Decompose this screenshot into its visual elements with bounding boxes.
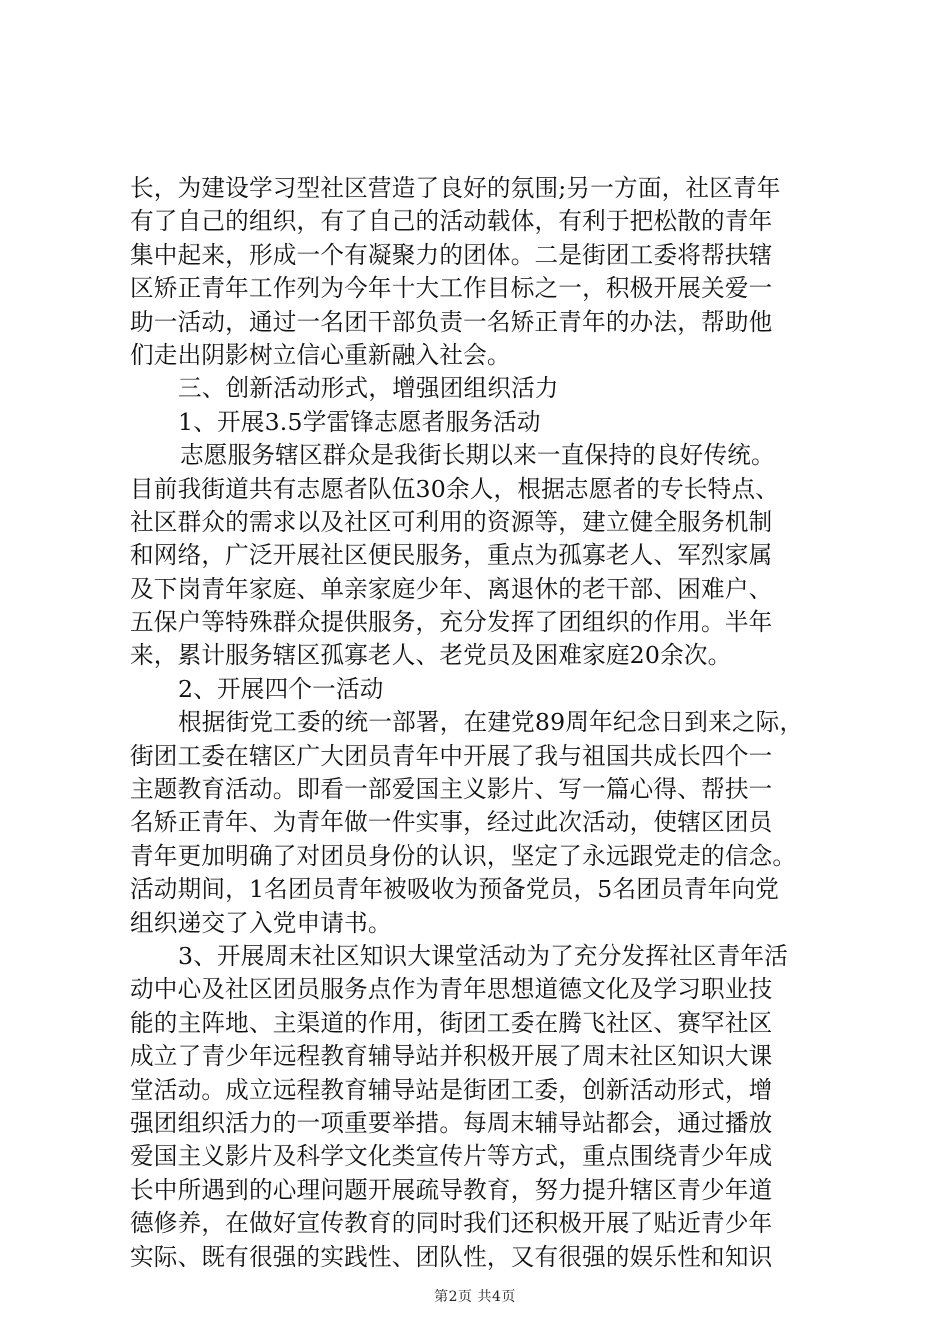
- text-line: 名矫正青年、为青年做一件实事，经过此次活动，使辖区团员: [130, 808, 773, 837]
- section-heading: 三、创新活动形式，增强团组织活力: [178, 374, 559, 403]
- text-line: 成立了青少年远程教育辅导站并积极开展了周末社区知识大课: [130, 1042, 773, 1071]
- paragraph-start: 根据街党工委的统一部署，在建党89周年纪念日到来之际，: [178, 708, 804, 737]
- subsection-heading: 3、开展周末社区知识大课堂活动为了充分发挥社区青年活: [178, 941, 789, 970]
- text-line: 长，为建设学习型社区营造了良好的氛围;另一方面，社区青年: [130, 174, 781, 202]
- text-line: 社区群众的需求以及社区可利用的资源等，建立健全服务机制: [130, 507, 773, 536]
- text-line: 助一活动，通过一名团干部负责一名矫正青年的办法，帮助他: [130, 307, 773, 336]
- text-line: 和网络，广泛开展社区便民服务，重点为孤寡老人、军烈家属: [130, 541, 773, 570]
- text-line: 强团组织活力的一项重要举措。每周末辅导站都会，通过播放: [130, 1108, 773, 1137]
- text-line: 们走出阴影树立信心重新融入社会。: [130, 340, 511, 369]
- subsection-heading: 2、开展四个一活动: [178, 674, 384, 703]
- text-line: 区矫正青年工作列为今年十大工作目标之一，积极开展关爱一: [130, 274, 773, 303]
- text-line: 青年更加明确了对团员身份的认识，坚定了永远跟党走的信念。: [130, 841, 797, 870]
- text-line: 组织递交了入党申请书。: [130, 908, 392, 937]
- subsection-heading: 1、开展3.5学雷锋志愿者服务活动: [178, 407, 541, 436]
- text-line: 来，累计服务辖区孤寡老人、老党员及困难家庭20余次。: [130, 641, 732, 670]
- text-line: 堂活动。成立远程教育辅导站是街团工委，创新活动形式，增: [130, 1075, 773, 1104]
- text-line: 五保户等特殊群众提供服务，充分发挥了团组织的作用。半年: [130, 608, 773, 637]
- text-line: 街团工委在辖区广大团员青年中开展了我与祖国共成长四个一: [130, 741, 773, 770]
- text-line: 长中所遇到的心理问题开展疏导教育，努力提升辖区青少年道: [130, 1175, 773, 1204]
- text-line: 主题教育活动。即看一部爱国主义影片、写一篇心得、帮扶一: [130, 775, 773, 804]
- text-line: 爱国主义影片及科学文化类宣传片等方式，重点围绕青少年成: [130, 1142, 773, 1171]
- text-line: 及下岗青年家庭、单亲家庭少年、离退休的老干部、困难户、: [130, 574, 773, 603]
- text-line: 目前我街道共有志愿者队伍30余人，根据志愿者的专长特点、: [130, 474, 780, 503]
- document-body: [130, 172, 830, 1274]
- page-number-footer: 第2页 共4页: [434, 1289, 516, 1305]
- text-line: 德修养，在做好宣传教育的同时我们还积极开展了贴近青少年: [130, 1209, 773, 1238]
- paragraph-start: 志愿服务辖区群众是我街长期以来一直保持的良好传统。: [180, 441, 775, 470]
- text-line: 实际、既有很强的实践性、团队性，又有很强的娱乐性和知识: [130, 1242, 773, 1271]
- text-line: 活动期间，1名团员青年被吸收为预备党员，5名团员青年向党: [130, 875, 780, 904]
- text-line: 有了自己的组织，有了自己的活动载体，有利于把松散的青年: [130, 207, 773, 236]
- text-line: 动中心及社区团员服务点作为青年思想道德文化及学习职业技: [130, 975, 773, 1004]
- text-line: 集中起来，形成一个有凝聚力的团体。二是街团工委将帮扶辖: [130, 240, 773, 269]
- text-line: 能的主阵地、主渠道的作用，街团工委在腾飞社区、赛罕社区: [130, 1008, 773, 1037]
